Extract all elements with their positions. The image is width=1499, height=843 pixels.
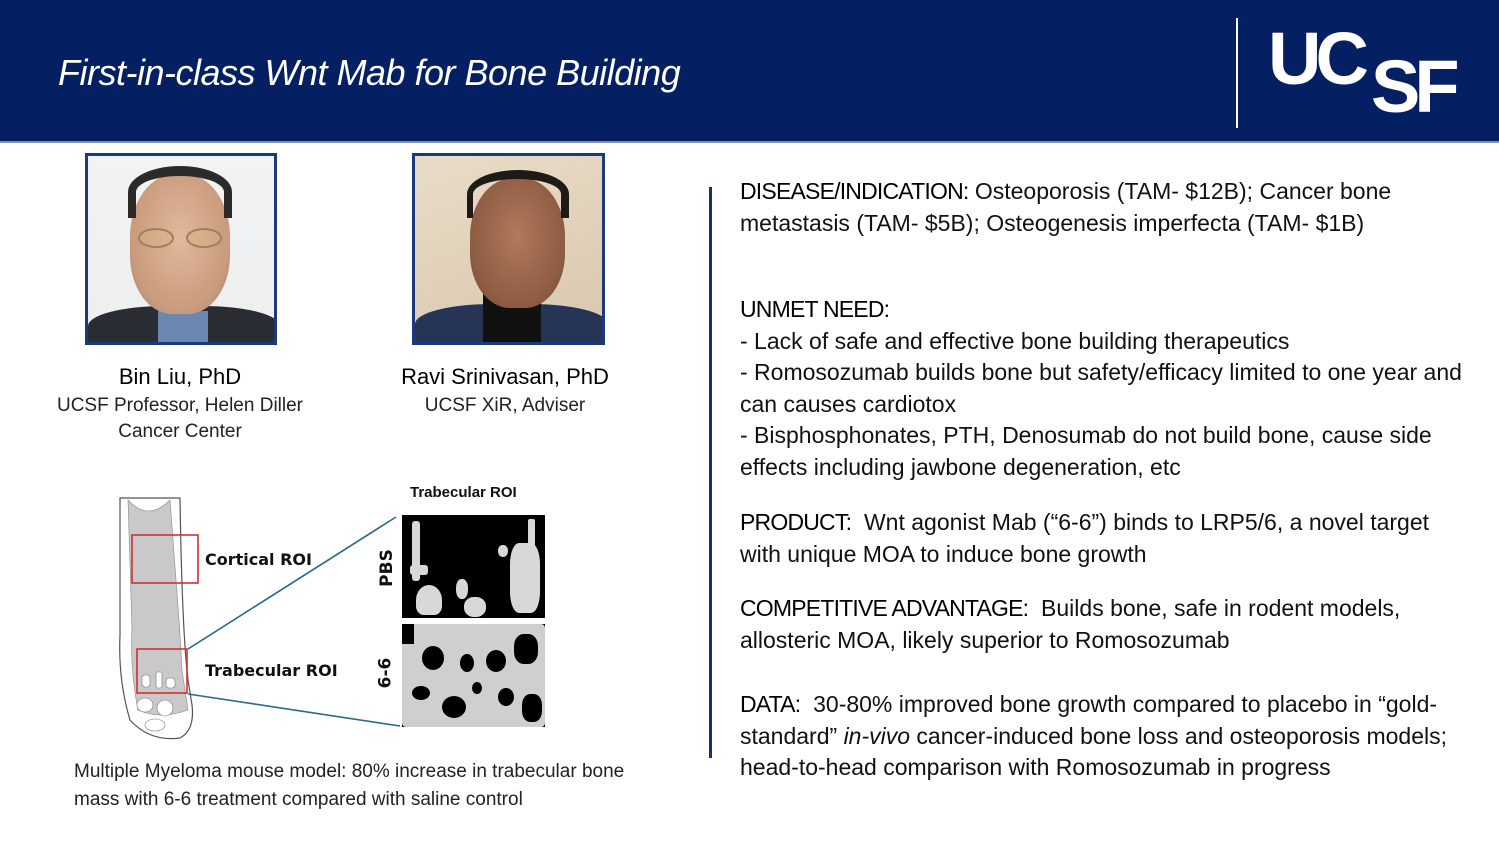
section-heading: COMPETITIVE ADVANTAGE: — [740, 595, 1029, 621]
section-body: Builds bone, safe in rodent models, allosteric MOA, likely superior to Romosozumab — [740, 595, 1407, 653]
headshot-ravi-srinivasan — [412, 153, 605, 345]
section-data — [740, 689, 1470, 784]
section-body: cancer-induced bone loss and osteoporosis models; head-to-head comparison with Romosozumab in progress — [740, 722, 1448, 780]
figure-title: Trabecular ROI — [410, 484, 517, 501]
logo-sf-text: SF — [1371, 45, 1454, 128]
trabecular-roi-label: Trabecular ROI — [205, 661, 338, 680]
section-heading: PRODUCT: — [740, 509, 852, 535]
list-item: - Romosozumab builds bone but safety/efficacy limited to one year and can causes cardiotox — [740, 359, 1462, 417]
cortical-roi-label: Cortical ROI — [205, 550, 312, 569]
section-body: Wnt agonist Mab (“6-6”) binds to LRP5/6, a novel target with unique MOA to induce bone growth — [740, 509, 1436, 567]
person-title: UCSF Professor, Helen Diller Cancer Center — [56, 395, 304, 442]
pbs-microct-image — [402, 515, 545, 618]
glasses-icon — [138, 228, 226, 250]
slide-header — [0, 0, 1499, 143]
treatment-label: 6-6 — [375, 657, 396, 689]
section-heading: DISEASE/INDICATION: — [740, 178, 969, 204]
treatment-microct-image — [402, 624, 545, 727]
person-name: Ravi Srinivasan, PhD — [401, 364, 609, 389]
person-title: UCSF XiR, Adviser — [424, 395, 586, 416]
list-item: - Bisphosphonates, PTH, Denosumab do not build bone, cause side effects including jawbone degeneration, etc — [740, 422, 1432, 480]
section-body: 30-80% improved bone growth compared to placebo in “gold-standard” — [740, 691, 1438, 749]
list-item: - Lack of safe and effective bone building therapeutics — [740, 327, 1290, 354]
section-product — [740, 507, 1470, 570]
section-heading: UNMET NEED: — [740, 296, 890, 322]
section-unmet-need — [740, 294, 1470, 483]
section-body: Osteoporosis (TAM- $12B); Cancer bone metastasis (TAM- $5B); Osteogenesis imperfecta (TAM- $1B) — [740, 178, 1392, 236]
section-heading: DATA: — [740, 691, 801, 717]
headshot-bin-liu — [85, 153, 277, 345]
logo-uc-text: UC — [1268, 17, 1363, 100]
bone-microct-figure — [100, 480, 560, 745]
slide-title: First-in-class Wnt Mab for Bone Building — [58, 52, 681, 93]
figure-caption: Multiple Myeloma mouse model: 80% increase in trabecular bone mass with 6-6 treatment compared with saline control — [74, 761, 625, 810]
logo-divider — [1236, 18, 1238, 128]
ucsf-logo — [1268, 17, 1478, 128]
pbs-label: PBS — [376, 549, 397, 587]
section-body-italic: in-vivo — [843, 722, 911, 749]
section-disease — [740, 176, 1470, 239]
person-name: Bin Liu, PhD — [118, 364, 242, 389]
section-competitive-advantage — [740, 593, 1470, 656]
vertical-divider — [709, 187, 712, 758]
